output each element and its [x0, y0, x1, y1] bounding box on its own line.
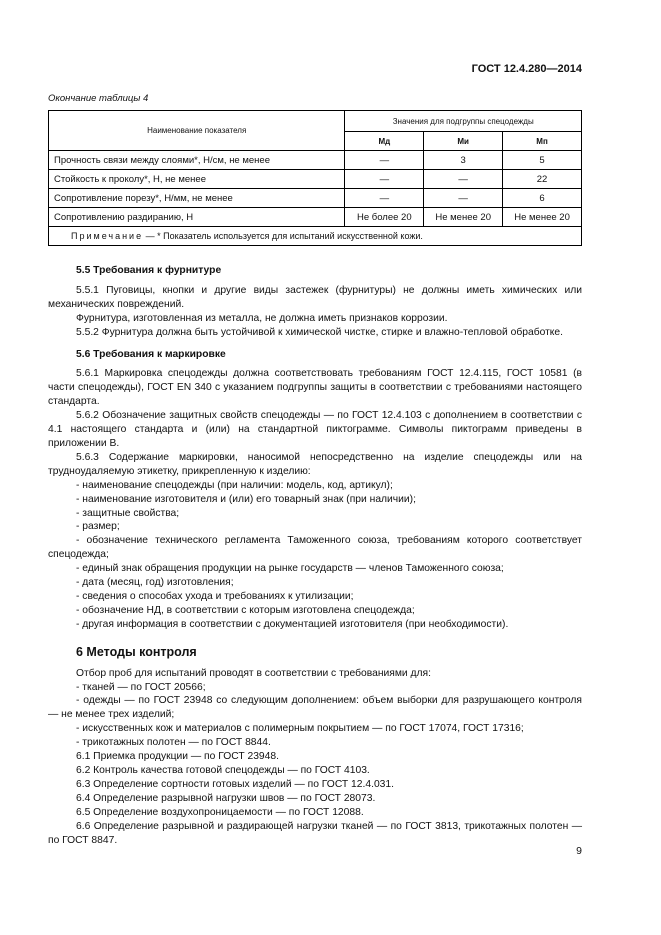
row-name: Сопротивлению раздиранию, Н [49, 208, 345, 227]
cell-value: — [345, 189, 424, 208]
paragraph: 6.2 Контроль качества готовой спецодежды — по ГОСТ 4103. [76, 765, 370, 776]
note-text: — * Показатель используется для испытаний искусственной кожи. [143, 231, 423, 241]
list-item: - размер; [76, 521, 120, 533]
cell-value: 22 [503, 170, 582, 189]
paragraph: 6.5 Определение воздухопроницаемости — по ГОСТ 12088. [76, 806, 364, 818]
paragraph: 6.6 Определение разрывной и раздирающей нагрузки тканей — по ГОСТ 3813, трикотажных полотен — по ГОСТ 8847. [48, 820, 582, 846]
list-item: - одежды — по ГОСТ 23948 со следующим дополнением: объем выборки для разрушающего контроля — не менее трех изделий; [48, 695, 582, 721]
table-row [49, 208, 582, 227]
table-row [49, 151, 582, 170]
list-item: - обозначение технического регламента Таможенного союза, требованиям которого соответствует спецодежда; [48, 535, 582, 561]
standard-designation: ГОСТ 12.4.280—2014 [471, 63, 582, 75]
cell-value: — [424, 189, 503, 208]
note-label: Примечание [71, 231, 144, 241]
cell-value: — [345, 151, 424, 170]
paragraph: 5.6.1 Маркировка спецодежды должна соответствовать требованиям ГОСТ 12.4.115, ГОСТ 10581 (в части спецодежды), ГОСТ EN 340 с указанием подгруппы защиты в соответствии с требованиями настоящего стандарта. [48, 368, 582, 408]
list-item: - другая информация в соответствии с документацией изготовителя (при необходимости). [76, 618, 509, 630]
table-row [49, 170, 582, 189]
paragraph: 5.6.2 Обозначение защитных свойств спецодежды — по ГОСТ 12.4.103 с дополнением в соответствии с 4.1 настоящего стандарта и (или) на стандартной пиктограмме. Символы пиктограмм приведены в приложении В. [48, 410, 582, 449]
subgroup-header-mi: Ми [424, 132, 503, 151]
paragraph: 5.5.1 Пуговицы, кнопки и другие виды застежек (фурнитуры) не должны иметь химических или механических повреждений. [48, 284, 582, 310]
list-item: - обозначение НД, в соответствии с которым изготовлена спецодежда; [76, 604, 415, 616]
list-item: - тканей — по ГОСТ 20566; [76, 681, 206, 693]
cell-value: 6 [503, 189, 582, 208]
column-header-group: Значения для подгруппы спецодежды [345, 111, 582, 132]
table-note [49, 227, 582, 246]
cell-value: Не менее 20 [424, 208, 503, 227]
page-number: 9 [576, 845, 582, 857]
cell-value: 3 [424, 151, 503, 170]
properties-table [48, 110, 582, 246]
row-name: Прочность связи между слоями*, Н/см, не менее [49, 151, 345, 170]
section-heading-5-6: 5.6 Требования к маркировке [76, 348, 226, 360]
paragraph: 5.5.2 Фурнитура должна быть устойчивой к химической чистке, стирке и влажно-тепловой обработке. [76, 326, 564, 338]
cell-value: Не более 20 [345, 208, 424, 227]
table-row [49, 189, 582, 208]
list-item: - искусственных кож и материалов с полимерным покрытием — по ГОСТ 17074, ГОСТ 17316; [76, 723, 524, 735]
column-header-name: Наименование показателя [49, 111, 345, 151]
list-item: - защитные свойства; [76, 507, 180, 519]
section-heading-6: 6 Методы контроля [76, 644, 197, 659]
list-item: - дата (месяц, год) изготовления; [76, 577, 234, 589]
paragraph: Отбор проб для испытаний проводят в соответствии с требованиями для: [76, 667, 431, 679]
cell-value: — [424, 170, 503, 189]
cell-value: Не менее 20 [503, 208, 582, 227]
cell-value: — [345, 170, 424, 189]
list-item: - сведения о способах ухода и требованиях к утилизации; [76, 590, 354, 602]
paragraph: 6.1 Приемка продукции — по ГОСТ 23948. [76, 751, 279, 763]
table-caption: Окончание таблицы 4 [48, 93, 149, 104]
subgroup-header-mp: Мп [503, 132, 582, 151]
list-item: - наименование спецодежды (при наличии: модель, код, артикул); [76, 479, 393, 491]
list-item: - трикотажных полотен — по ГОСТ 8844. [76, 737, 271, 749]
document-body [48, 264, 582, 847]
paragraph: Фурнитура, изготовленная из металла, не должна иметь признаков коррозии. [76, 312, 448, 324]
section-heading-5-5: 5.5 Требования к фурнитуре [76, 265, 222, 276]
list-item: - единый знак обращения продукции на рынке государств — членов Таможенного союза; [76, 563, 504, 575]
paragraph: 5.6.3 Содержание маркировки, наносимой непосредственно на изделие спецодежды или на трудноудаляемую этикетку, прикрепленную к изделию: [48, 451, 582, 477]
subgroup-header-md: Мд [345, 132, 424, 151]
list-item: - наименование изготовителя и (или) его товарный знак (при наличии); [76, 493, 416, 505]
row-name: Стойкость к проколу*, Н, не менее [49, 170, 345, 189]
row-name: Сопротивление порезу*, Н/мм, не менее [49, 189, 345, 208]
paragraph: 6.3 Определение сортности готовых изделий — по ГОСТ 12.4.031. [76, 778, 395, 790]
paragraph: 6.4 Определение разрывной нагрузки швов — по ГОСТ 28073. [76, 792, 376, 804]
cell-value: 5 [503, 151, 582, 170]
